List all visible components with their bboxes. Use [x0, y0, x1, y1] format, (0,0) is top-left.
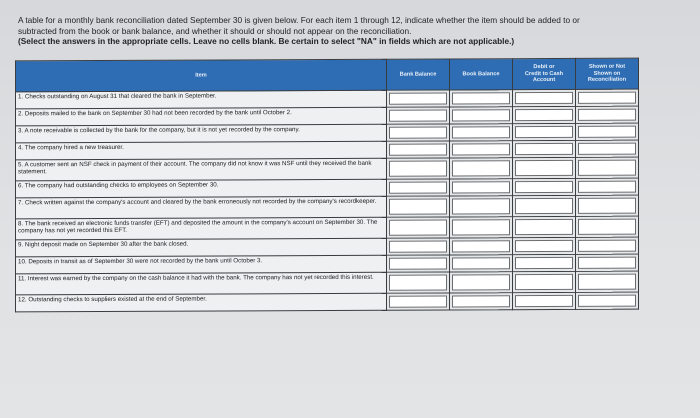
row-description: 2. Deposits mailed to the bank on September 30 had not been recorded by the bank until October 2.: [16, 107, 387, 126]
debit-credit-select[interactable]: [513, 195, 576, 216]
bank-balance-select[interactable]: [387, 272, 450, 293]
shown-select[interactable]: [576, 157, 639, 178]
shown-select[interactable]: [576, 254, 639, 271]
table-header-row: [16, 58, 639, 92]
row-description: 12. Outstanding checks to suppliers existed at the end of September.: [16, 293, 387, 312]
bank-balance-select[interactable]: [387, 179, 450, 196]
shown-select[interactable]: [576, 106, 639, 123]
row-description: 5. A customer sent an NSF check in payment of their account. The company did not know it was NSF until they received the bank statement.: [16, 158, 387, 181]
shown-select[interactable]: [576, 195, 639, 216]
row-description: 10. Deposits in transit as of September 30 were not recorded by the bank until October 3.: [16, 255, 387, 274]
book-balance-select[interactable]: [450, 90, 513, 107]
book-balance-select[interactable]: [450, 272, 513, 293]
reconciliation-table: [15, 58, 639, 313]
header-bank-balance: Bank Balance: [387, 59, 450, 90]
header-debit-credit-line-1: Debit or: [533, 64, 555, 71]
debit-credit-select[interactable]: [513, 254, 576, 271]
row-description: 7. Check written against the company's account and cleared by the bank erroneously not recorded by the company's recordkeeper.: [16, 196, 387, 219]
debit-credit-select[interactable]: [513, 178, 576, 195]
instructions-line-2: should be added to or subtracted from the book or bank balance, and whether it should or should not appear on the reconciliation.: [18, 15, 580, 36]
book-balance-select[interactable]: [450, 196, 513, 217]
book-balance-select[interactable]: [450, 141, 513, 158]
row-description: 6. The company had outstanding checks to employees on September 30.: [16, 179, 387, 198]
table-row: [16, 216, 639, 240]
table-row: [16, 271, 639, 295]
debit-credit-select[interactable]: [513, 123, 576, 140]
table-row: [16, 195, 639, 219]
debit-credit-select[interactable]: [513, 271, 576, 292]
shown-select[interactable]: [576, 123, 639, 140]
instructions: [18, 15, 598, 47]
bank-balance-select[interactable]: [387, 124, 450, 141]
shown-select[interactable]: [576, 292, 639, 309]
book-balance-select[interactable]: [450, 179, 513, 196]
book-balance-select[interactable]: [450, 158, 513, 179]
header-shown-line-1: Shown or Not: [588, 63, 626, 70]
bank-balance-select[interactable]: [387, 238, 450, 255]
bank-balance-select[interactable]: [387, 255, 450, 272]
header-debit-credit: [513, 58, 576, 89]
row-description: 9. Night deposit made on September 30 after the bank closed.: [16, 238, 387, 257]
header-debit-credit-line-2: Credit to Cash: [524, 70, 564, 77]
shown-select[interactable]: [576, 237, 639, 254]
debit-credit-select[interactable]: [513, 89, 576, 106]
table-row: [16, 157, 639, 181]
book-balance-select[interactable]: [450, 255, 513, 272]
row-description: 4. The company hired a new treasurer.: [16, 141, 387, 160]
bank-balance-select[interactable]: [387, 141, 450, 158]
debit-credit-select[interactable]: [513, 106, 576, 123]
debit-credit-select[interactable]: [513, 140, 576, 157]
header-item: Item: [16, 59, 387, 92]
shown-select[interactable]: [576, 271, 639, 292]
row-description: 3. A note receivable is collected by the bank for the company, but it is not yet recorded by the company.: [16, 124, 387, 143]
book-balance-select[interactable]: [450, 107, 513, 124]
row-description: 1. Checks outstanding on August 31 that cleared the bank in September.: [16, 90, 387, 109]
header-debit-credit-line-3: Account: [532, 77, 556, 84]
shown-select[interactable]: [576, 178, 639, 195]
bank-balance-select[interactable]: [387, 217, 450, 238]
bank-balance-select[interactable]: [387, 90, 450, 107]
book-balance-select[interactable]: [450, 238, 513, 255]
instructions-line-1: A table for a monthly bank reconciliation dated September 30 is given below. For each item 1 through 12, indicate whether the item: [18, 15, 498, 25]
row-description: 8. The bank received an electronic funds transfer (EFT) and deposited the amount in the company's account on September 30. The company has not yet recorded this EFT.: [16, 217, 387, 240]
header-book-balance: Book Balance: [450, 59, 513, 90]
table-row: [16, 292, 639, 312]
instructions-note: (Select the answers in the appropriate cells. Leave no cells blank. Be certain to select "NA" in fields which are not applicable.): [18, 36, 515, 46]
book-balance-select[interactable]: [450, 217, 513, 238]
debit-credit-select[interactable]: [513, 237, 576, 254]
debit-credit-select[interactable]: [513, 292, 576, 309]
book-balance-select[interactable]: [450, 124, 513, 141]
header-shown-line-3: Reconciliation: [587, 76, 627, 84]
header-shown-line-2: Shown on: [593, 70, 621, 77]
shown-select[interactable]: [576, 140, 639, 157]
shown-select[interactable]: [576, 216, 639, 237]
bank-balance-select[interactable]: [387, 107, 450, 124]
bank-balance-select[interactable]: [387, 293, 450, 310]
bank-balance-select[interactable]: [387, 158, 450, 179]
book-balance-select[interactable]: [450, 293, 513, 310]
header-shown-on-reconciliation: [576, 58, 639, 89]
bank-balance-select[interactable]: [387, 196, 450, 217]
debit-credit-select[interactable]: [513, 216, 576, 237]
row-description: 11. Interest was earned by the company on the cash balance it had with the bank. The company has not yet recorded this interest.: [16, 272, 387, 295]
debit-credit-select[interactable]: [513, 157, 576, 178]
shown-select[interactable]: [576, 89, 639, 106]
